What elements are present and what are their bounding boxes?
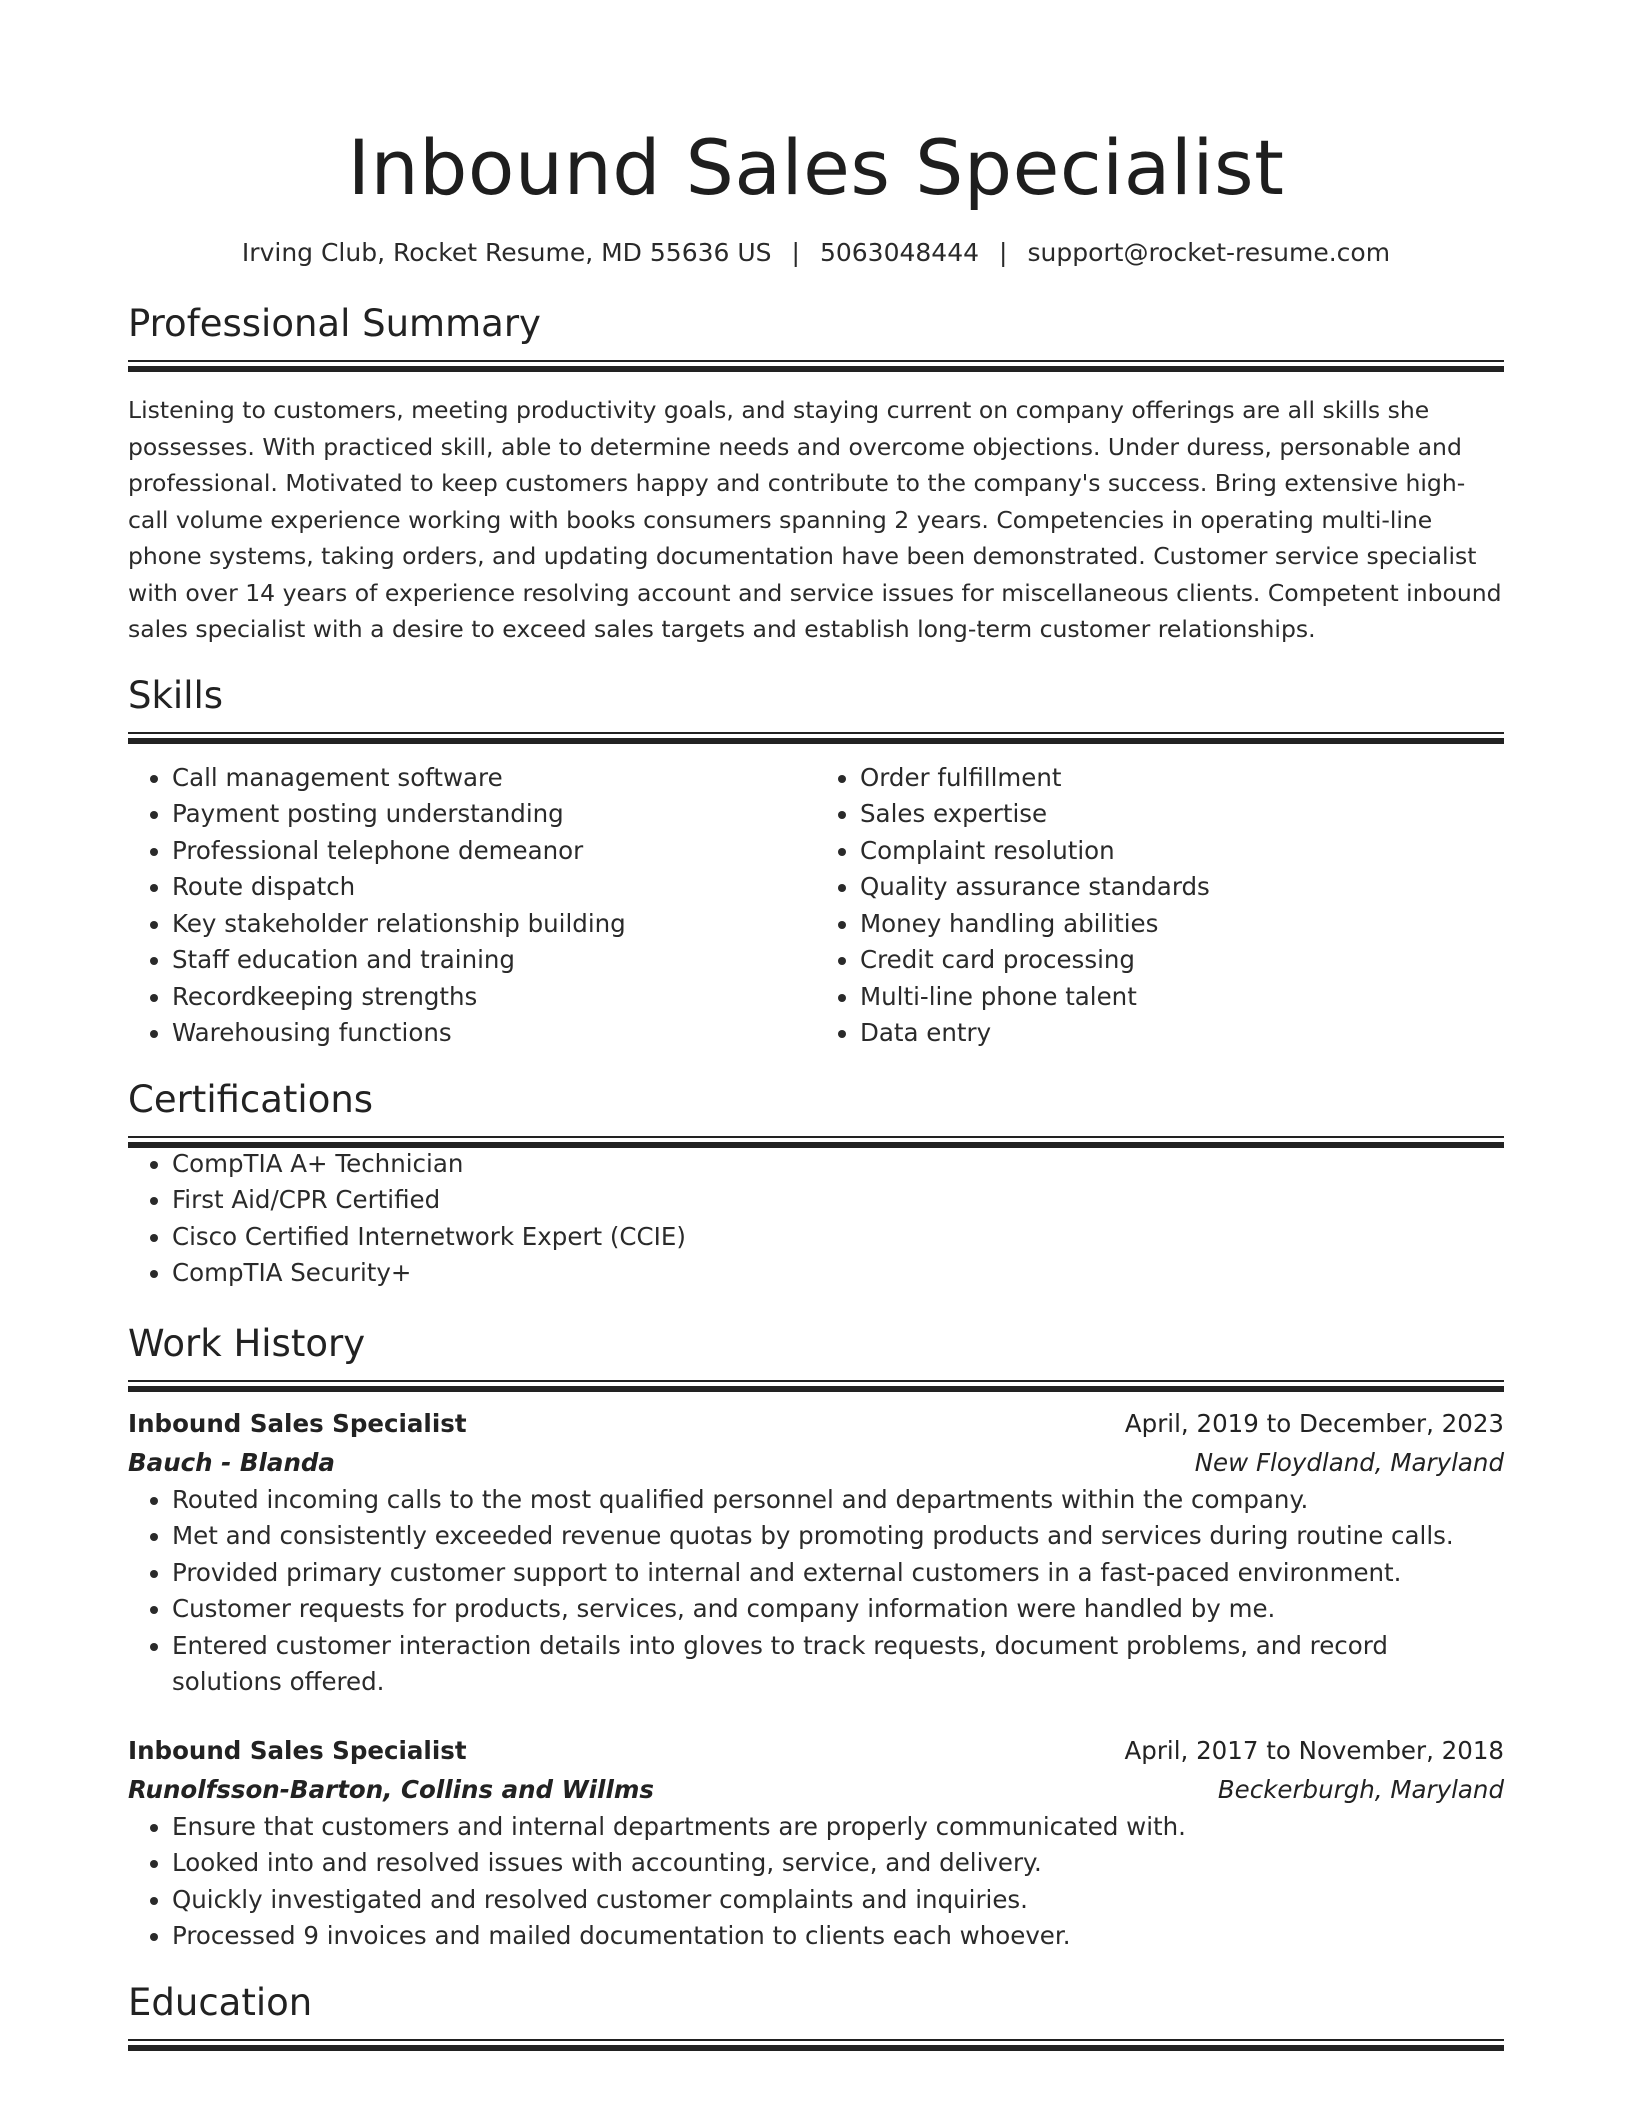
job-entry [128, 1404, 1504, 1701]
certifications-heading: Certifications [128, 1077, 374, 1121]
job-header-row [128, 1404, 1504, 1443]
contact-address: Irving Club, Rocket Resume, MD 55636 US [241, 238, 772, 267]
summary-text: Listening to customers, meeting productivity goals, and staying current on company offerings are all skills she possesses. With practiced skill, able to determine needs and overcome objections. Under duress, personable and professional. Motivated to keep customers happy and contribute to the company's success. Bring extensive high-call volume experience working with books consumers spanning 2 years. Competencies in operating multi-line phone systems, taking orders, and updating documentation have been demonstrated. Customer service specialist with over 14 years of experience resolving account and service issues for miscellaneous clients. Competent inbound sales specialist with a desire to exceed sales targets and establish long-term customer relationships. [128, 396, 1502, 643]
skill-item: • Key stakeholder relationship building [172, 906, 816, 943]
skill-item: • Data entry [860, 1015, 1504, 1052]
summary-section [128, 300, 1504, 648]
contact-separator: | [999, 238, 1008, 267]
job-duty: • Met and consistently exceeded revenue quotas by promoting products and services during routine calls. [172, 1518, 1504, 1555]
skill-item: • Money handling abilities [860, 906, 1504, 943]
education-section [128, 1979, 1504, 2049]
job-duty: • Looked into and resolved issues with accounting, service, and delivery. [172, 1845, 1504, 1882]
work-history-section [128, 1320, 1504, 1955]
job-location: New Floydland, Maryland [1194, 1447, 1504, 1477]
job-duties-list [128, 1809, 1504, 1955]
contact-phone: 5063048444 [819, 238, 980, 267]
skills-list-left [128, 760, 816, 1052]
certifications-list [128, 1146, 1504, 1292]
certification-item: • CompTIA Security+ [172, 1255, 1504, 1292]
job-company: Bauch - Blanda [128, 1447, 335, 1477]
skill-item: • Route dispatch [172, 869, 816, 906]
skill-item: • Warehousing functions [172, 1015, 816, 1052]
job-title: Inbound Sales Specialist [128, 1735, 467, 1765]
job-duty: • Routed incoming calls to the most qualified personnel and departments within the company. [172, 1482, 1504, 1519]
job-duty: • Entered customer interaction details into gloves to track requests, document problems, and record solutions offered. [172, 1628, 1504, 1701]
job-dates: April, 2019 to December, 2023 [1124, 1408, 1504, 1438]
education-heading: Education [128, 1980, 313, 2024]
skill-item: • Credit card processing [860, 942, 1504, 979]
skill-item: • Multi-line phone talent [860, 979, 1504, 1016]
job-company-row [128, 1770, 1504, 1809]
section-divider [128, 2039, 1504, 2049]
job-duties-list [128, 1482, 1504, 1701]
skills-section [128, 672, 1504, 1052]
job-location: Beckerburgh, Maryland [1217, 1774, 1504, 1804]
job-duty: • Ensure that customers and internal departments are properly communicated with. [172, 1809, 1504, 1846]
job-duty: • Quickly investigated and resolved customer complaints and inquiries. [172, 1882, 1504, 1919]
section-divider [128, 1136, 1504, 1146]
certification-item: • Cisco Certified Internetwork Expert (CCIE) [172, 1219, 1504, 1256]
section-divider [128, 360, 1504, 370]
skill-item: • Staff education and training [172, 942, 816, 979]
skill-item: • Complaint resolution [860, 833, 1504, 870]
skill-item: • Professional telephone demeanor [172, 833, 816, 870]
section-divider [128, 1380, 1504, 1390]
certification-item: • First Aid/CPR Certified [172, 1182, 1504, 1219]
job-company: Runolfsson-Barton, Collins and Willms [128, 1774, 654, 1804]
section-divider [128, 732, 1504, 742]
job-duty: • Processed 9 invoices and mailed documentation to clients each whoever. [172, 1918, 1504, 1955]
job-dates: April, 2017 to November, 2018 [1124, 1735, 1504, 1765]
resume-name: Inbound Sales Specialist [347, 123, 1285, 212]
skill-item: • Order fulfillment [860, 760, 1504, 797]
skills-grid [128, 760, 1504, 1052]
job-company-row [128, 1443, 1504, 1482]
contact-line [128, 236, 1504, 270]
work-history-heading: Work History [128, 1321, 366, 1365]
skills-list-right [816, 760, 1504, 1052]
certification-item: • CompTIA A+ Technician [172, 1146, 1504, 1183]
skill-item: • Payment posting understanding [172, 796, 816, 833]
resume-page [128, 0, 1504, 2049]
job-header-row [128, 1731, 1504, 1770]
contact-email: support@rocket-resume.com [1027, 238, 1391, 267]
skills-heading: Skills [128, 673, 224, 717]
job-entry [128, 1731, 1504, 1955]
skill-item: • Call management software [172, 760, 816, 797]
skill-item: • Recordkeeping strengths [172, 979, 816, 1016]
job-duty: • Customer requests for products, services, and company information were handled by me. [172, 1591, 1504, 1628]
summary-heading: Professional Summary [128, 302, 541, 345]
contact-separator: | [791, 238, 800, 267]
skill-item: • Quality assurance standards [860, 869, 1504, 906]
job-duty: • Provided primary customer support to internal and external customers in a fast-paced environment. [172, 1555, 1504, 1592]
certifications-section [128, 1076, 1504, 1292]
skill-item: • Sales expertise [860, 796, 1504, 833]
job-title: Inbound Sales Specialist [128, 1408, 467, 1438]
